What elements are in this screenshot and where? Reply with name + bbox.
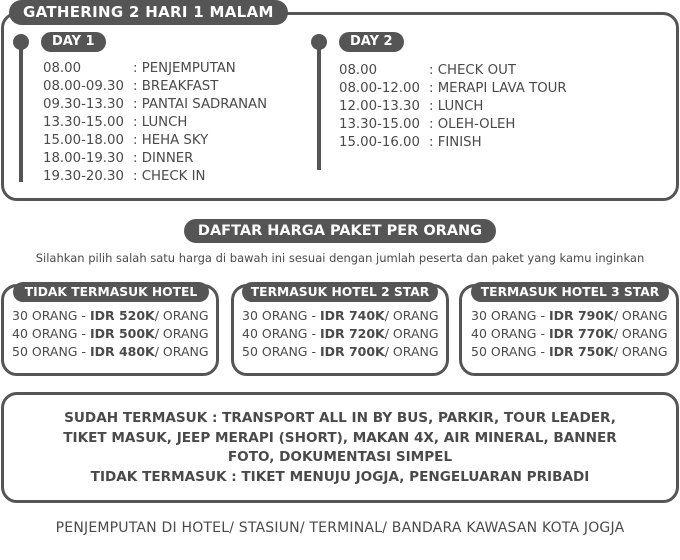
schedule-activity: : PANTAI SADRANAN: [133, 97, 268, 112]
excludes-line: TIDAK TERMASUK : TIKET MENUJU JOGJA, PENGELUARAN PRIBADI: [90, 468, 590, 485]
price-unit: / ORANG: [154, 344, 209, 359]
schedule-time: 08.00: [43, 61, 82, 76]
price-value: IDR 480K: [89, 344, 155, 359]
includes-line: TIKET MASUK, JEEP MERAPI (SHORT), MAKAN 4X, AIR MINERAL, BANNER: [63, 429, 617, 446]
schedule-item: [339, 80, 567, 98]
schedule-time: 15.00-18.00: [43, 133, 124, 148]
schedule-item: [43, 168, 267, 186]
price-unit: / ORANG: [154, 308, 209, 323]
package-name: TERMASUK HOTEL 3 STAR: [471, 282, 669, 302]
price-row: [12, 325, 209, 343]
pax-count: 30 ORANG -: [12, 308, 90, 323]
schedule-activity: : DINNER: [133, 151, 194, 166]
price-value: IDR 770K: [548, 326, 614, 341]
includes-line: FOTO, DOKUMENTASI SIMPEL: [227, 449, 453, 465]
schedule-time: 08.00: [339, 63, 378, 78]
pricing-subtitle: Silahkan pilih salah satu harga di bawah ini sesuai dengan jumlah peserta dan paket yang kamu inginkan: [35, 251, 645, 265]
price-row: [242, 307, 439, 325]
schedule-item: [43, 96, 267, 114]
schedule-activity: : HEHA SKY: [133, 133, 209, 148]
package-name: TIDAK TERMASUK HOTEL: [13, 282, 209, 302]
price-unit: / ORANG: [613, 308, 668, 323]
price-row: [471, 325, 668, 343]
pickup-note: PENJEMPUTAN DI HOTEL/ STASIUN/ TERMINAL/ BANDARA KAWASAN KOTA JOGJA: [55, 520, 625, 536]
pax-count: 50 ORANG -: [471, 344, 549, 359]
pax-count: 50 ORANG -: [12, 344, 90, 359]
pricing-title: DAFTAR HARGA PAKET PER ORANG: [184, 219, 496, 243]
schedule-activity: : PENJEMPUTAN: [133, 61, 236, 76]
day2-schedule: [339, 62, 567, 152]
schedule-time: 18.00-19.30: [43, 151, 124, 166]
schedule-item: [43, 114, 267, 132]
page-title: GATHERING 2 HARI 1 MALAM: [9, 0, 288, 25]
price-row: [471, 307, 668, 325]
schedule-time: 09.30-13.30: [43, 97, 124, 112]
schedule-time: 13.30-15.00: [43, 115, 124, 130]
schedule-item: [43, 150, 267, 168]
package-price-list: [12, 307, 209, 361]
schedule-activity: : CHECK OUT: [429, 63, 516, 78]
pax-count: 40 ORANG -: [242, 326, 320, 341]
schedule-activity: : BREAKFAST: [133, 79, 219, 94]
schedule-time: 12.00-13.30: [339, 99, 420, 114]
day2-label: DAY 2: [339, 32, 404, 52]
schedule-item: [339, 134, 567, 152]
pax-count: 40 ORANG -: [12, 326, 90, 341]
price-row: [12, 307, 209, 325]
includes-text: [4, 409, 676, 487]
price-unit: / ORANG: [613, 344, 668, 359]
price-row: [12, 343, 209, 361]
schedule-item: [339, 98, 567, 116]
price-value: IDR 790K: [548, 308, 614, 323]
pax-count: 40 ORANG -: [471, 326, 549, 341]
schedule-time: 08.00-12.00: [339, 81, 420, 96]
schedule-item: [43, 60, 267, 78]
schedule-item: [43, 132, 267, 150]
package-price-list: [471, 307, 668, 361]
schedule-activity: : OLEH-OLEH: [429, 117, 516, 132]
price-unit: / ORANG: [613, 326, 668, 341]
day1-label: DAY 1: [41, 32, 106, 52]
price-unit: / ORANG: [384, 308, 439, 323]
price-value: IDR 740K: [319, 308, 385, 323]
price-row: [471, 343, 668, 361]
pax-count: 30 ORANG -: [471, 308, 549, 323]
price-value: IDR 700K: [319, 344, 385, 359]
price-row: [242, 325, 439, 343]
schedule-item: [339, 62, 567, 80]
price-value: IDR 500K: [89, 326, 155, 341]
includes-panel: [1, 392, 679, 503]
schedule-time: 08.00-09.30: [43, 79, 124, 94]
price-value: IDR 720K: [319, 326, 385, 341]
price-unit: / ORANG: [384, 344, 439, 359]
price-unit: / ORANG: [154, 326, 209, 341]
day1-schedule: [43, 60, 267, 186]
schedule-activity: : LUNCH: [429, 99, 484, 114]
pax-count: 30 ORANG -: [242, 308, 320, 323]
timeline-line-day2: [317, 44, 321, 170]
price-value: IDR 750K: [548, 344, 614, 359]
schedule-time: 15.00-16.00: [339, 135, 420, 150]
schedule-time: 13.30-15.00: [339, 117, 420, 132]
schedule-activity: : MERAPI LAVA TOUR: [429, 81, 567, 96]
schedule-item: [43, 78, 267, 96]
includes-line: SUDAH TERMASUK : TRANSPORT ALL IN BY BUS, PARKIR, TOUR LEADER,: [64, 410, 616, 426]
price-unit: / ORANG: [384, 326, 439, 341]
timeline-line-day1: [19, 44, 23, 182]
price-value: IDR 520K: [89, 308, 155, 323]
price-row: [242, 343, 439, 361]
schedule-activity: : CHECK IN: [133, 169, 206, 184]
package-price-list: [242, 307, 439, 361]
schedule-time: 19.30-20.30: [43, 169, 124, 184]
package-name: TERMASUK HOTEL 2 STAR: [242, 282, 438, 302]
schedule-item: [339, 116, 567, 134]
schedule-activity: : LUNCH: [133, 115, 188, 130]
pax-count: 50 ORANG -: [242, 344, 320, 359]
schedule-activity: : FINISH: [429, 135, 482, 150]
